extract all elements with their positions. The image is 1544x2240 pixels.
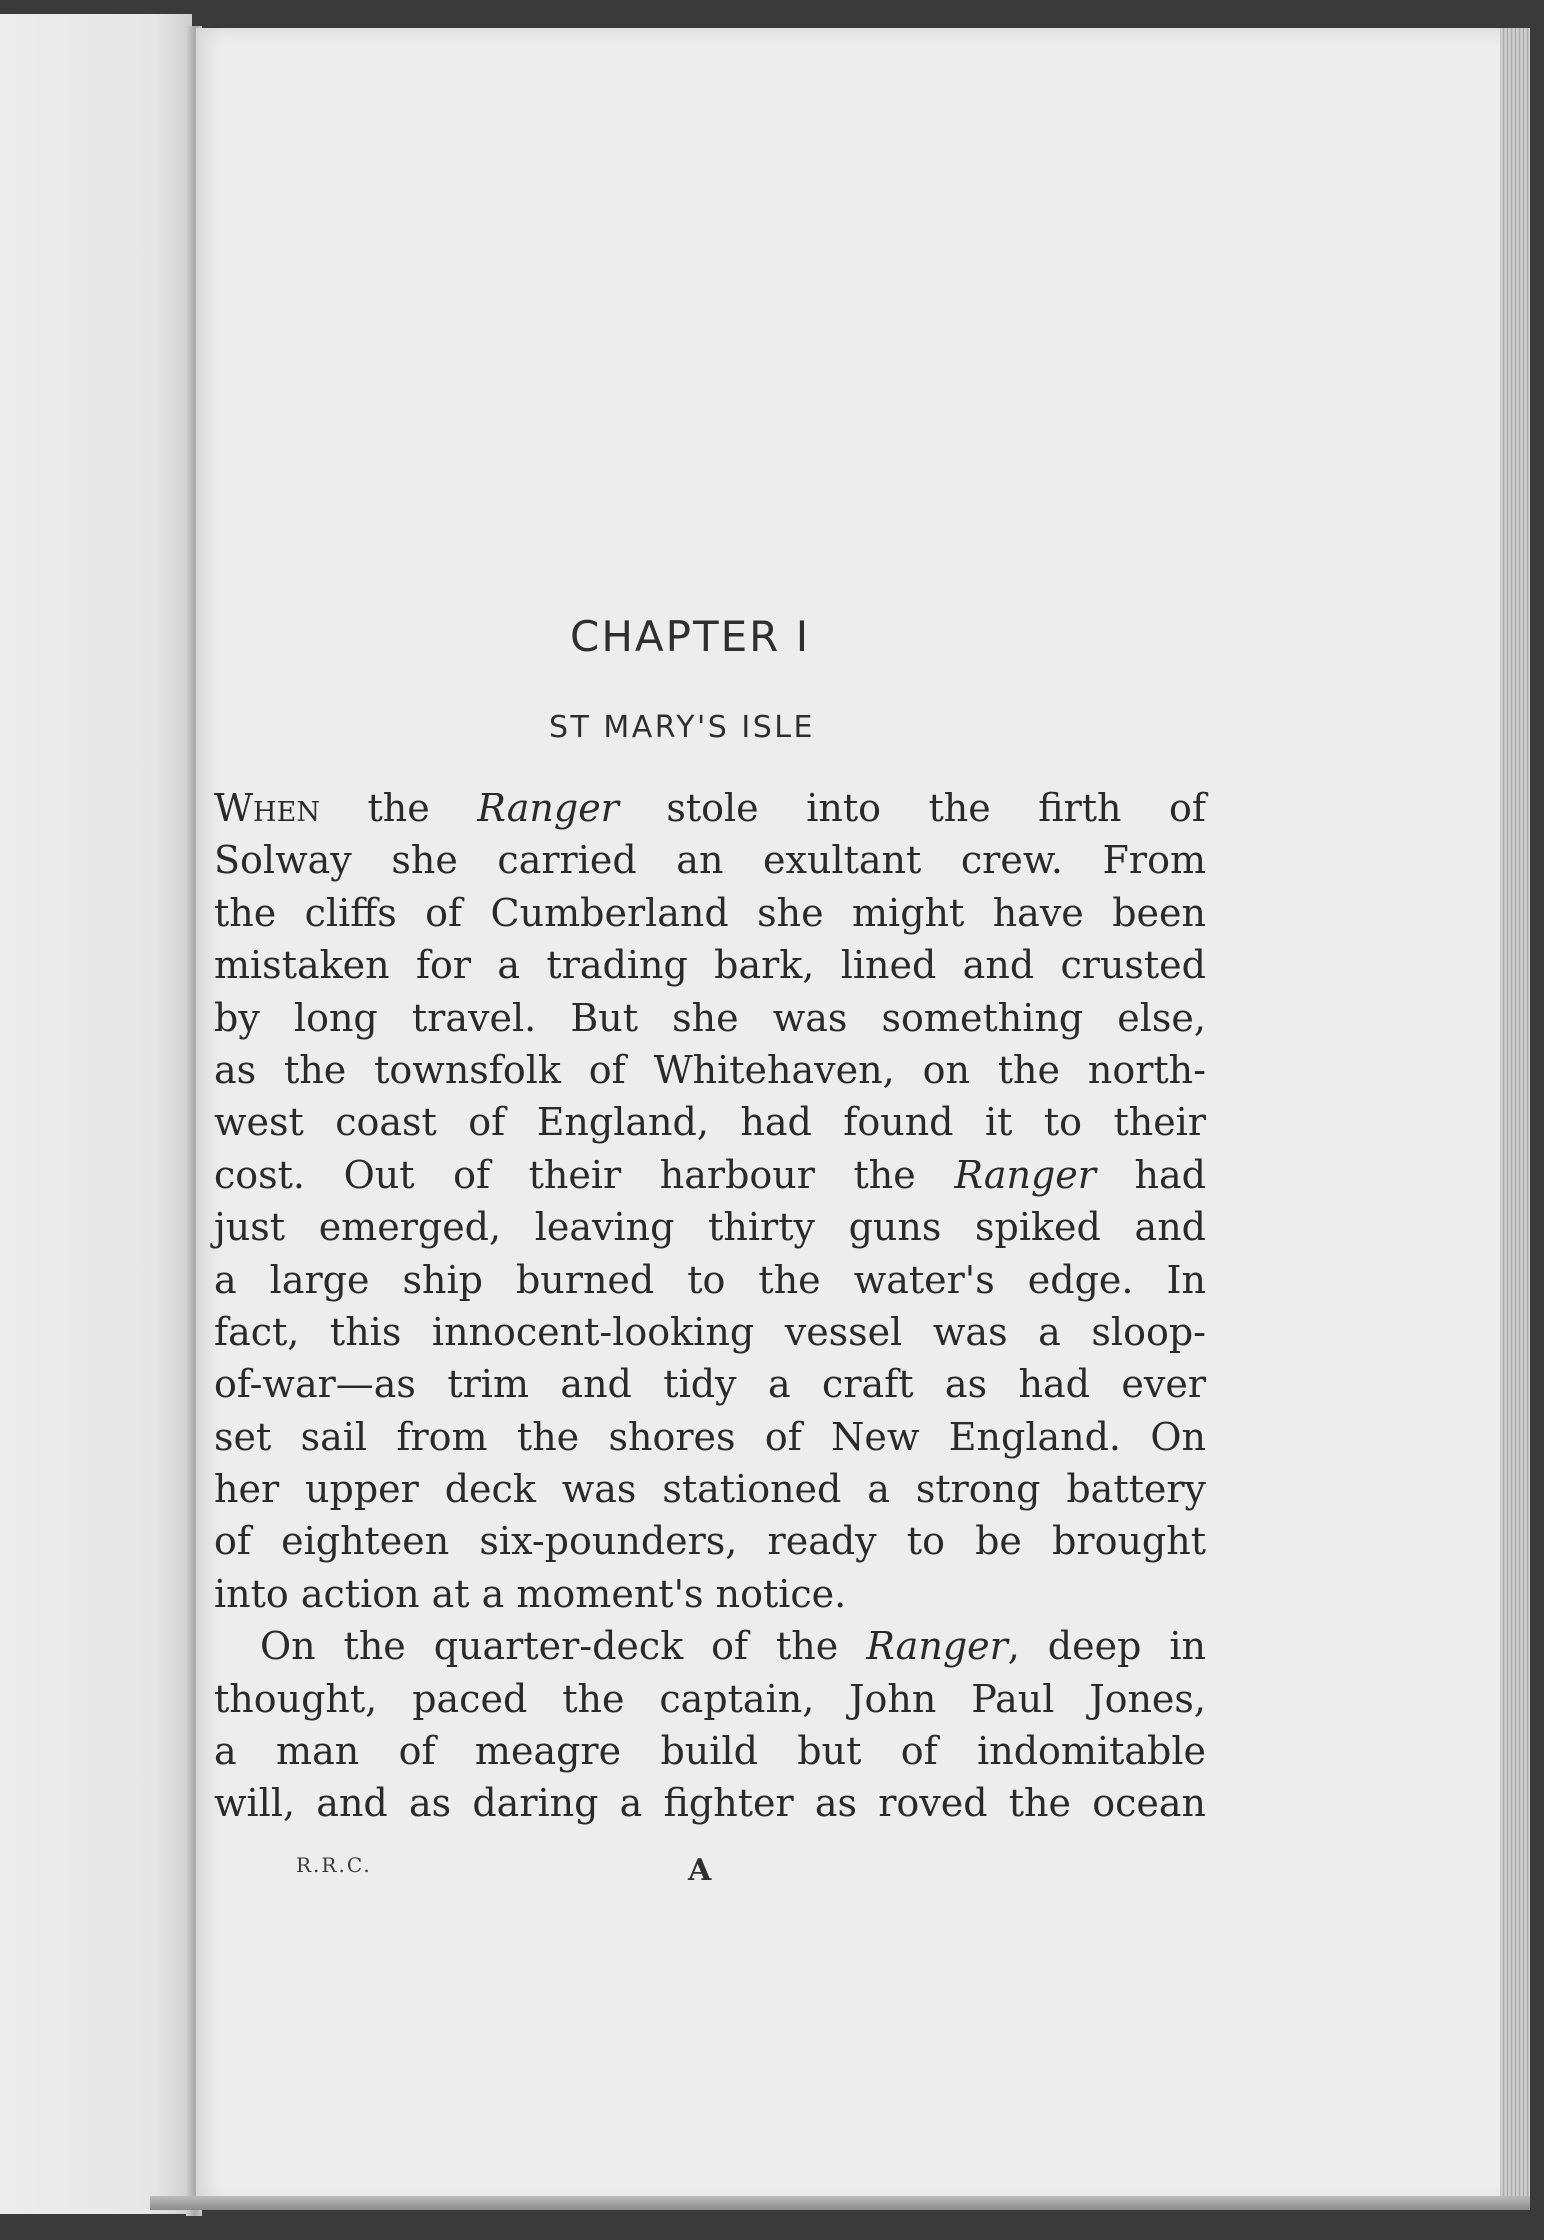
text-line: a man of meagre build but of indomitable bbox=[214, 1729, 1206, 1774]
text-line: Solway she carried an exultant crew. From bbox=[214, 838, 1206, 883]
text-line: set sail from the shores of New England. On bbox=[214, 1414, 1206, 1459]
text-run: cost. Out of their harbour the bbox=[214, 1152, 955, 1197]
ship-name: Ranger bbox=[477, 786, 619, 830]
text-line: mistaken for a trading bark, lined and crusted bbox=[214, 943, 1206, 988]
text-line: will, and as daring a fighter as roved the ocean bbox=[214, 1781, 1206, 1826]
text-run: stole into the firth of bbox=[618, 786, 1206, 830]
text-line: her upper deck was stationed a strong battery bbox=[214, 1467, 1206, 1512]
text-line bbox=[214, 1620, 1206, 1672]
text-line: into action at a moment's notice. bbox=[214, 1571, 847, 1616]
text-line: just emerged, leaving thirty guns spiked and bbox=[214, 1205, 1206, 1250]
text-line bbox=[214, 1149, 1206, 1201]
ship-name: Ranger bbox=[866, 1624, 1008, 1669]
text-line: as the townsfolk of Whitehaven, on the north- bbox=[214, 1047, 1206, 1092]
text-line: by long travel. But she was something else, bbox=[214, 995, 1206, 1040]
bottom-page-edge bbox=[150, 2196, 1530, 2210]
text-run: , deep in bbox=[1007, 1624, 1206, 1669]
chapter-subtitle: ST MARY'S ISLE bbox=[549, 710, 815, 745]
text-run: had bbox=[1095, 1152, 1206, 1197]
page-edges bbox=[1500, 28, 1530, 2208]
ship-name: Ranger bbox=[954, 1152, 1096, 1197]
drop-word: When bbox=[214, 786, 320, 830]
text-run: the bbox=[319, 786, 478, 830]
text-line: thought, paced the captain, John Paul Jones, bbox=[214, 1676, 1206, 1721]
gathering-mark: A bbox=[688, 1853, 712, 1888]
body-text bbox=[214, 782, 1206, 1830]
signature-mark: R.R.C. bbox=[296, 1853, 372, 1877]
text-line: a large ship burned to the water's edge. In bbox=[214, 1257, 1206, 1302]
text-line: west coast of England, had found it to their bbox=[214, 1100, 1206, 1145]
text-line: of eighteen six-pounders, ready to be brought bbox=[214, 1519, 1206, 1564]
text-run: On the quarter-deck of the bbox=[260, 1624, 867, 1669]
text-line: fact, this innocent-looking vessel was a sloop- bbox=[214, 1309, 1206, 1354]
left-page-blank bbox=[0, 14, 192, 2214]
text-line: of-war—as trim and tidy a craft as had ever bbox=[214, 1362, 1206, 1407]
text-line bbox=[214, 782, 1206, 834]
chapter-title: CHAPTER I bbox=[570, 612, 811, 661]
text-line: the cliffs of Cumberland she might have been bbox=[214, 890, 1206, 935]
